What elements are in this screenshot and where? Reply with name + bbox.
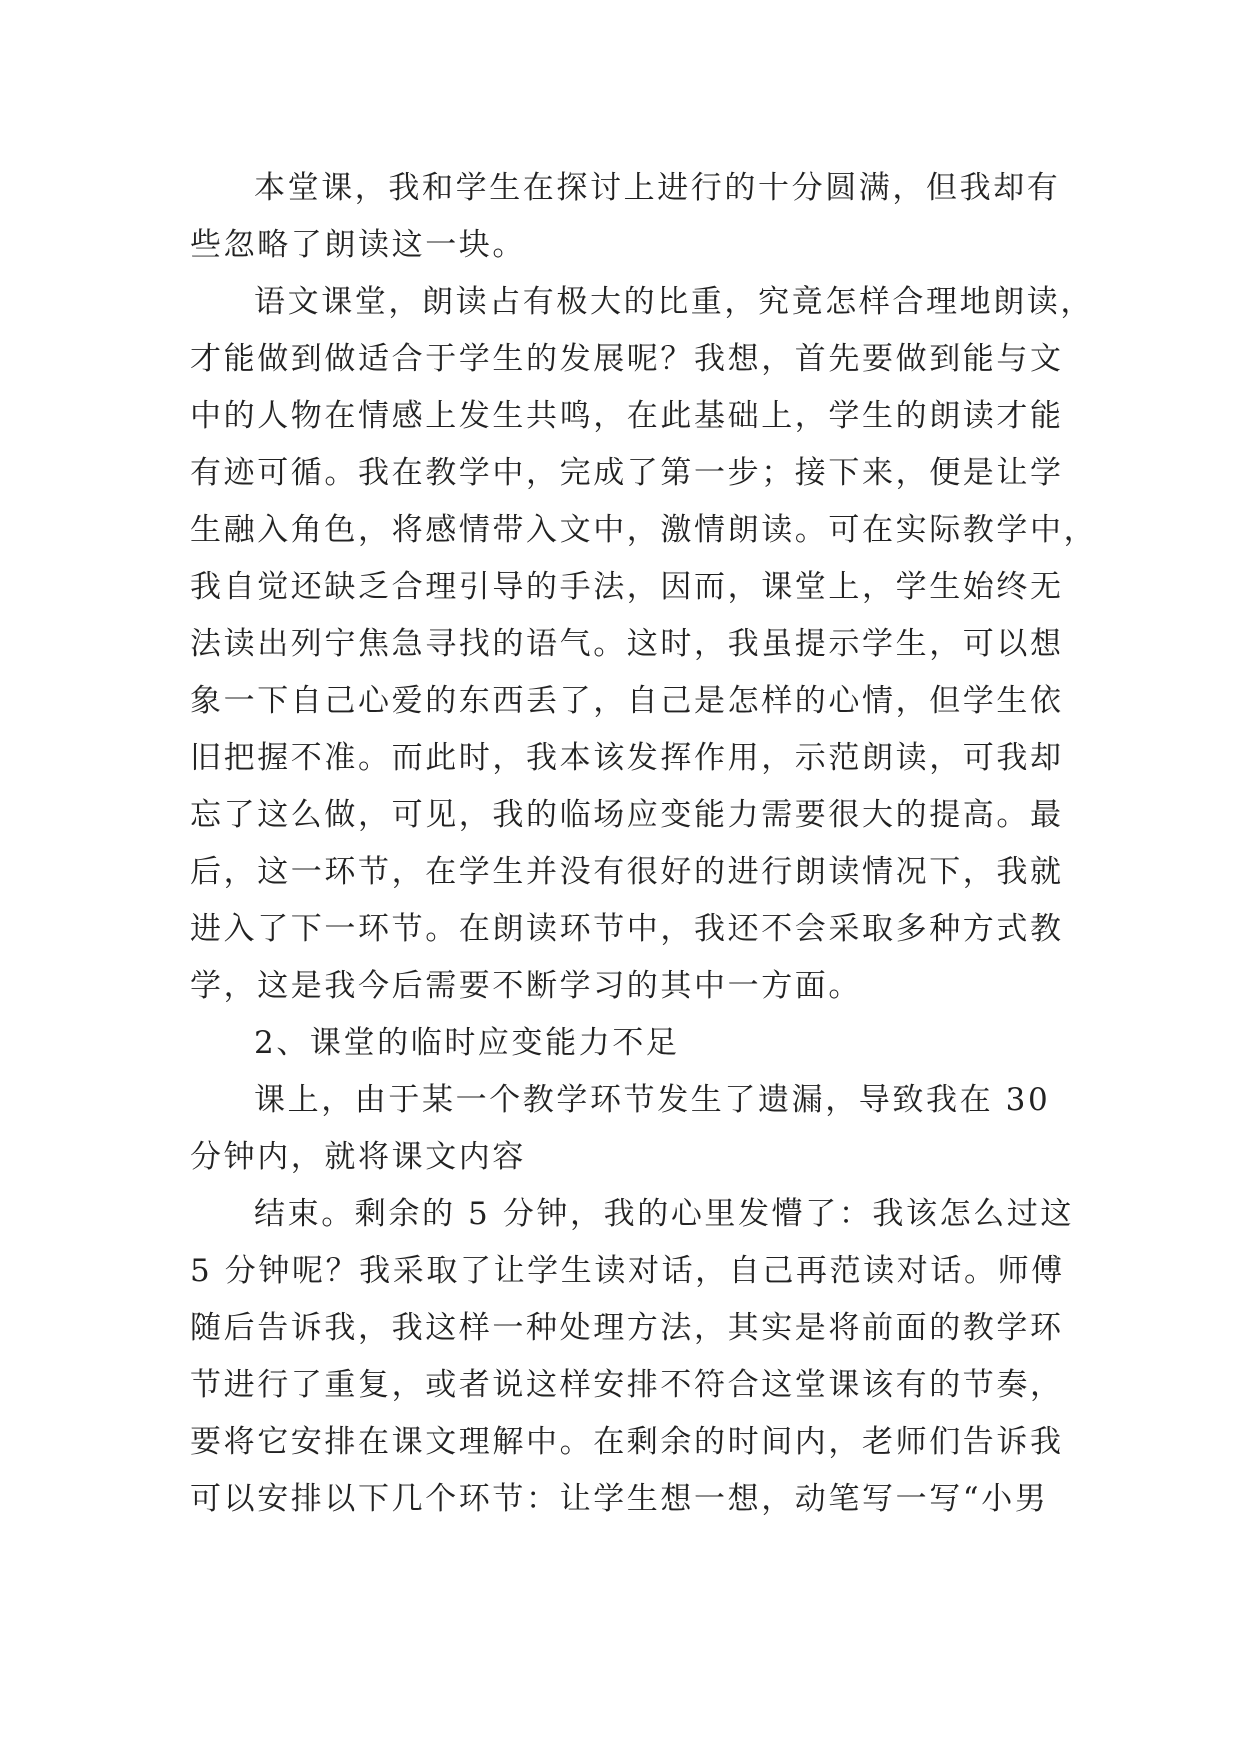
text-line: 旧把握不准。而此时，我本该发挥作用，示范朗读，可我却: [190, 740, 1064, 776]
text-line: 语文课堂，朗读占有极大的比重，究竟怎样合理地朗读，: [254, 284, 1094, 320]
text-line: 节进行了重复，或者说这样安排不符合这堂课该有的节奏，: [190, 1367, 1064, 1403]
text-line: 进入了下一环节。在朗读环节中，我还不会采取多种方式教: [190, 911, 1064, 947]
text-line: 法读出列宁焦急寻找的语气。这时，我虽提示学生，可以想: [190, 626, 1064, 662]
text-line: 后，这一环节，在学生并没有很好的进行朗读情况下，我就: [190, 854, 1064, 890]
text-line: 2、课堂的临时应变能力不足: [254, 1025, 680, 1061]
text-line: 本堂课，我和学生在探讨上进行的十分圆满，但我却有: [254, 170, 1061, 206]
document-body: [190, 160, 1098, 1528]
text-line: 我自觉还缺乏合理引导的手法，因而，课堂上，学生始终无: [190, 569, 1064, 605]
text-line: 象一下自己心爱的东西丢了，自己是怎样的心情，但学生依: [190, 683, 1064, 719]
text-line: 生融入角色，将感情带入文中，激情朗读。可在实际教学中，: [190, 512, 1098, 548]
text-line: 学，这是我今后需要不断学习的其中一方面。: [190, 968, 862, 1004]
text-line: 5 分钟呢？我采取了让学生读对话，自己再范读对话。师傅: [190, 1253, 1065, 1289]
text-line: 忘了这么做，可见，我的临场应变能力需要很大的提高。最: [190, 797, 1064, 833]
text-line: 课上，由于某一个教学环节发生了遗漏，导致我在 30: [254, 1082, 1051, 1118]
text-line: 分钟内，就将课文内容: [190, 1139, 526, 1175]
text-line: 结束。剩余的 5 分钟，我的心里发懵了：我该怎么过这: [254, 1196, 1075, 1232]
text-line: 才能做到做适合于学生的发展呢？我想，首先要做到能与文: [190, 341, 1064, 377]
text-line: 随后告诉我，我这样一种处理方法，其实是将前面的教学环: [190, 1310, 1064, 1346]
text-line: 可以安排以下几个环节：让学生想一想，动笔写一写“小男: [190, 1481, 1049, 1517]
text-line: 有迹可循。我在教学中，完成了第一步；接下来，便是让学: [190, 455, 1064, 491]
text-line: 些忽略了朗读这一块。: [190, 227, 526, 263]
text-line: 中的人物在情感上发生共鸣，在此基础上，学生的朗读才能: [190, 398, 1064, 434]
text-line: 要将它安排在课文理解中。在剩余的时间内，老师们告诉我: [190, 1424, 1064, 1460]
